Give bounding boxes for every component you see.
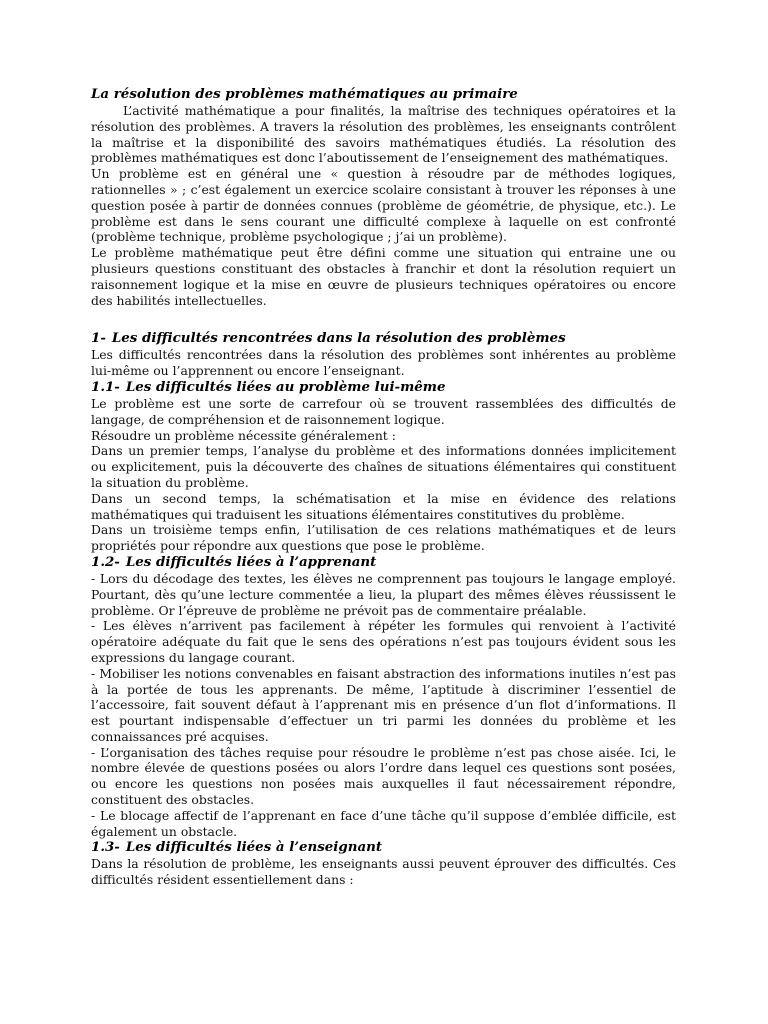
section-1-1-title: Les difficultés liées au problème lui-même	[125, 378, 446, 395]
section-1-title: Les difficultés rencontrées dans la résolution des problèmes	[111, 330, 566, 347]
section-1-3-number: 1.3-	[91, 839, 120, 856]
section-1-2-paragraph: - Le blocage affectif de l’apprenant en face d’une tâche qu’il suppose d’emblée difficile, est également un obstacle.	[91, 807, 676, 839]
section-1-1-paragraph: Dans un troisième temps enfin, l’utilisation de ces relations mathématiques et de leurs propriétés pour répondre aux questions que pose le problème.	[91, 522, 676, 554]
section-1-1-heading	[91, 379, 676, 396]
intro-paragraph-1: L’activité mathématique a pour finalités, la maîtrise des techniques opératoires et la résolution des problèmes. A travers la résolution des problèmes, les enseignants contrôlent la maîtrise et la disponibilité des savoirs mathématiques étudiés. La résolution des problèmes mathématiques est donc l’aboutissement de l’enseignement des mathématiques.	[91, 103, 676, 166]
intro-paragraph-3: Le problème mathématique peut être défini comme une situation qui entraine une ou plusieurs questions constituant des obstacles à franchir et dont la résolution requiert un raisonnement logique et la mise en œuvre de plusieurs techniques opératoires ou encore des habilités intellectuelles.	[91, 245, 676, 308]
section-1-1-paragraph: Dans un premier temps, l’analyse du problème et des informations données implicitement ou explicitement, puis la découverte des chaînes de situations élémentaires qui constituent la situation du problème.	[91, 443, 676, 490]
section-1-2-paragraph: - Lors du décodage des textes, les élèves ne comprennent pas toujours le langage employé. Pourtant, dès qu’une lecture commentée a lieu, la plupart des mêmes élèves réussissent le problème. Or l’épreuve de problème ne prévoit pas de commentaire préalable.	[91, 570, 676, 618]
section-1-2-heading	[91, 554, 676, 571]
section-1-3-title: Les difficultés liées à l’enseignant	[125, 839, 383, 856]
section-1-3-heading	[91, 839, 676, 856]
document-title: La résolution des problèmes mathématiques au primaire	[91, 86, 518, 102]
section-1-1-number: 1.1-	[91, 378, 120, 395]
section-1-2-paragraph: - Les élèves n’arrivent pas facilement à répéter les formules qui renvoient à l’activité opératoire adéquate du fait que le sens des opérations n’est pas toujours évident sous les expressions du langage courant.	[91, 618, 676, 665]
section-1-3-paragraph: Dans la résolution de problème, les enseignants aussi peuvent éprouver des difficultés. Ces difficultés résident essentiellement dans :	[91, 856, 676, 888]
section-1-2-paragraph: - L’organisation des tâches requise pour résoudre le problème n’est pas chose aisée. Ici, le nombre élevée de questions posées ou alors l’ordre dans lequel ces questions sont posées, ou encore les questions non posées mais auxquelles il faut nécessairement répondre, constituent des obstacles.	[91, 744, 676, 808]
section-1-1-paragraph: Résoudre un problème nécessite généralement :	[91, 427, 396, 443]
intro-paragraph-2: Un problème est en général une « question à résoudre par de méthodes logiques, rationnelles » ; c’est également un exercice scolaire consistant à trouver les réponses à une question posée à partir de données connues (problème de géométrie, de physique, etc.). Le problème est dans le sens courant une difficulté complexe à laquelle on est confronté (problème technique, problème psychologique ; j’ai un problème).	[91, 166, 676, 245]
document-page	[91, 86, 676, 888]
section-1-intro: Les difficultés rencontrées dans la résolution des problèmes sont inhérentes au problème lui-même ou l’apprennent ou encore l’enseignant.	[91, 347, 676, 379]
section-1-heading	[91, 330, 676, 347]
section-1-2-paragraph: - Mobiliser les notions convenables en faisant abstraction des informations inutiles n’est pas à la portée de tous les apprenants. De même, l’aptitude à discriminer l’essentiel de l’accessoire, fait souvent défaut à l’apprenant mis en présence d’un flot d’informations. Il est pourtant indispensable d’effectuer un tri parmi les données du problème et les connaissances pré acquises.	[91, 665, 676, 744]
section-1-1-paragraph: Dans un second temps, la schématisation et la mise en évidence des relations mathématiques qui traduisent les situations élémentaires constitutives du problème.	[91, 490, 676, 522]
section-1-2-number: 1.2-	[91, 553, 120, 570]
section-1-2-title: Les difficultés liées à l’apprenant	[125, 553, 377, 570]
section-1-1-paragraph: Le problème est une sorte de carrefour où se trouvent rassemblées des difficultés de langage, de compréhension et de raisonnement logique.	[91, 395, 676, 427]
section-1-number: 1-	[91, 330, 106, 347]
